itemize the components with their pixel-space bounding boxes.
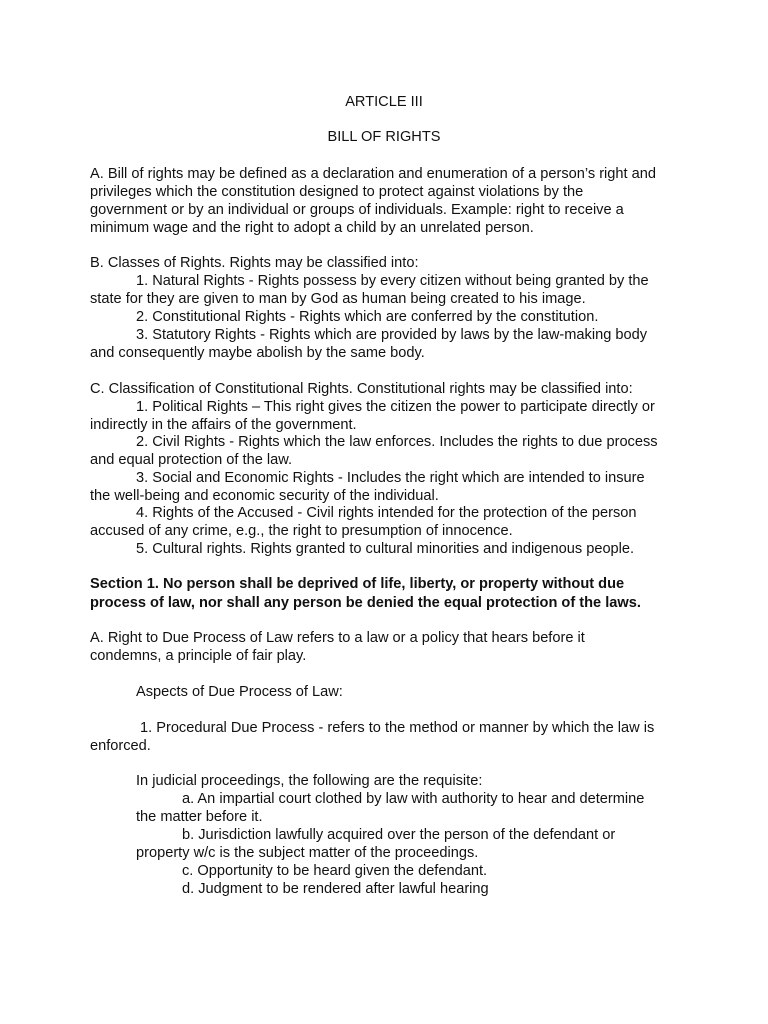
list-item-first-line: 3. Statutory Rights - Rights which are provided by laws by the law-making body (136, 327, 648, 343)
due-process-line: condemns, a principle of fair play. (90, 648, 307, 664)
list-item-continuation: accused of any crime, e.g., the right to presumption of innocence. (90, 523, 513, 539)
list-item-continuation: and consequently maybe abolish by the same body. (90, 345, 425, 361)
aspects-heading: Aspects of Due Process of Law: (136, 684, 343, 700)
article-subtitle: BILL OF RIGHTS (327, 129, 441, 145)
list-item-first-line: 2. Constitutional Rights - Rights which are conferred by the constitution. (136, 309, 599, 325)
requisite-first-line: d. Judgment to be rendered after lawful hearing (182, 881, 489, 897)
list-item-first-line: 1. Political Rights – This right gives the citizen the power to participate directly or (136, 399, 655, 415)
section-b-heading: B. Classes of Rights. Rights may be classified into: (90, 255, 419, 271)
list-item-first-line: 3. Social and Economic Rights - Includes the right which are intended to insure (136, 470, 645, 486)
list-item-first-line: 1. Natural Rights - Rights possess by every citizen without being granted by the (136, 273, 649, 289)
list-item-continuation: state for they are given to man by God as human being created to his image. (90, 291, 586, 307)
section-1-line: Section 1. No person shall be deprived of life, liberty, or property without due (90, 576, 625, 592)
judicial-heading: In judicial proceedings, the following are the requisite: (136, 773, 483, 789)
requisite-first-line: a. An impartial court clothed by law with authority to hear and determine (182, 791, 645, 807)
procedural-first-line: 1. Procedural Due Process - refers to the method or manner by which the law is (140, 720, 655, 736)
list-item-continuation: indirectly in the affairs of the government. (90, 417, 357, 433)
article-title: ARTICLE III (345, 94, 423, 110)
section-c-heading: C. Classification of Constitutional Rights. Constitutional rights may be classified into: (90, 381, 633, 397)
due-process-line: A. Right to Due Process of Law refers to a law or a policy that hears before it (90, 630, 585, 646)
section-a-line: minimum wage and the right to adopt a child by an unrelated person. (90, 220, 534, 236)
section-a-line: government or by an individual or groups of individuals. Example: right to receive a (90, 202, 624, 218)
section-a-line: A. Bill of rights may be defined as a declaration and enumeration of a person’s right and (90, 166, 656, 182)
requisite-continuation: the matter before it. (136, 809, 263, 825)
requisite-continuation: property w/c is the subject matter of the proceedings. (136, 845, 479, 861)
list-item-first-line: 2. Civil Rights - Rights which the law enforces. Includes the rights to due process (136, 434, 658, 450)
requisite-first-line: b. Jurisdiction lawfully acquired over the person of the defendant or (182, 827, 616, 843)
list-item-first-line: 5. Cultural rights. Rights granted to cultural minorities and indigenous people. (136, 541, 635, 557)
section-1-line: process of law, nor shall any person be denied the equal protection of the laws. (90, 595, 641, 611)
procedural-continuation: enforced. (90, 738, 151, 754)
list-item-first-line: 4. Rights of the Accused - Civil rights intended for the protection of the person (136, 505, 637, 521)
section-a-line: privileges which the constitution designed to protect against violations by the (90, 184, 584, 200)
list-item-continuation: and equal protection of the law. (90, 452, 293, 468)
list-item-continuation: the well-being and economic security of the individual. (90, 488, 439, 504)
requisite-first-line: c. Opportunity to be heard given the defendant. (182, 863, 488, 879)
